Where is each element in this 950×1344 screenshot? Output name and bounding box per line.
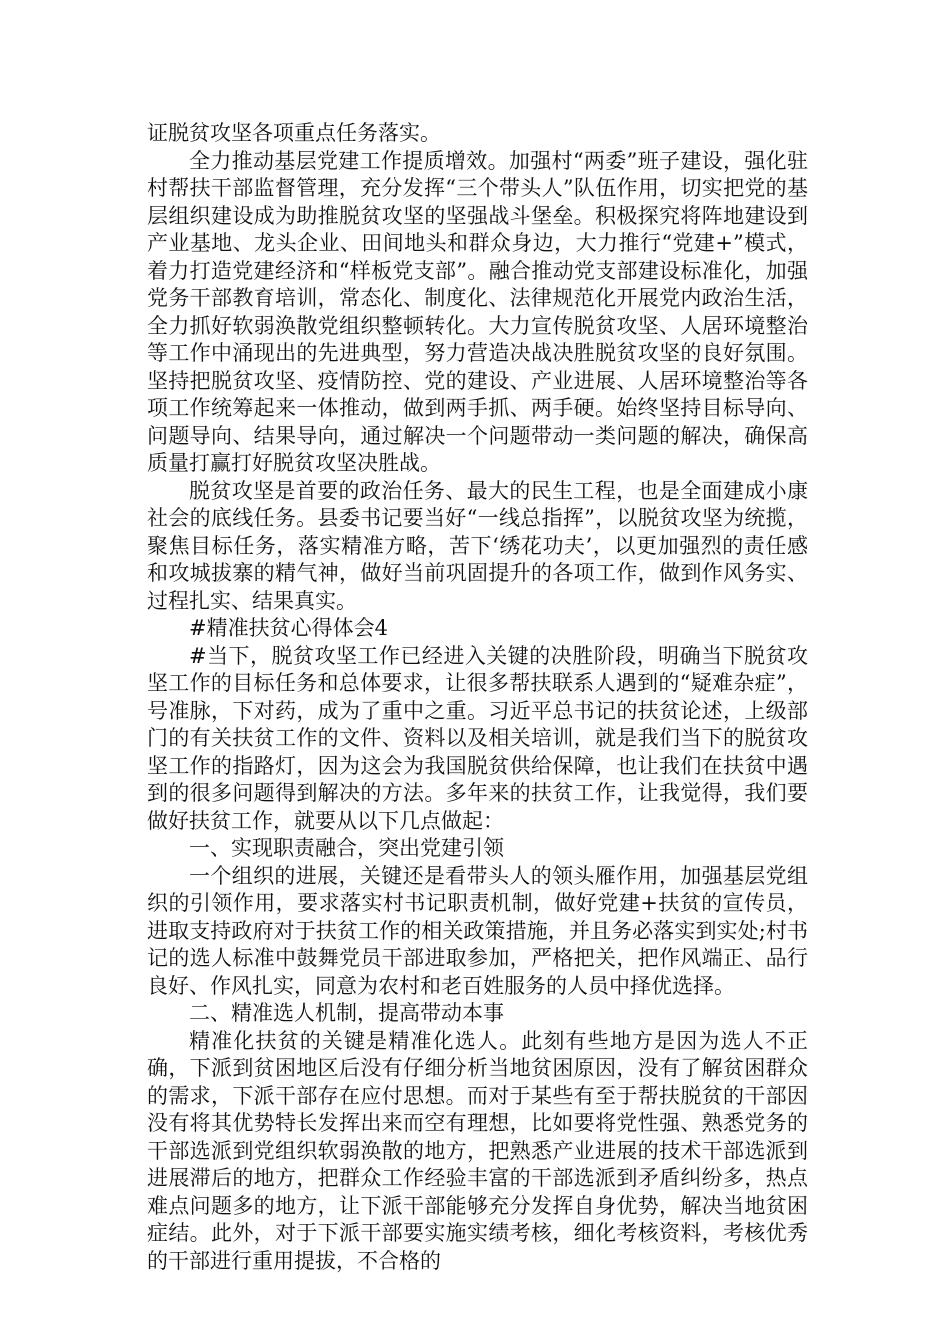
paragraph-intro: #当下，脱贫攻坚工作已经进入关键的决胜阶段，明确当下脱贫攻坚工作的目标任务和总体要求，让很多帮扶联系人遇到的“疑难杂症”，号准脉，下对药，成为了重中之重。习近平总书记的扶贫论述，上级部门的有关扶贫工作的文件、资料以及相关培训，就是我们当下的脱贫攻坚工作的指路灯，因为这会为我国脱贫供给保障，也让我们在扶贫中遇到的很多问题得到解决的方法。多年来的扶贫工作，让我觉得，我们要做好扶贫工作，就要从以下几点做起： bbox=[147, 643, 808, 833]
section-title: #精准扶贫心得体会4 bbox=[189, 616, 388, 640]
paragraph-selection: 精准化扶贫的关键是精准化选人。此刻有些地方是因为选人不正确，下派到贫困地区后没有仔细分析当地贫困原因，没有了解贫困群众的需求，下派干部存在应付思想。而对于某些有至于帮扶脱贫的干部因没有将其优势特长发挥出来而空有理想，比如要将党性强、熟悉党务的干部选派到党组织软弱涣散的地方，把熟悉产业进展的技术干部选派到进展滞后的地方，把群众工作经验丰富的干部选派到矛盾纠纷多，热点难点问题多的地方，让下派干部能够充分发挥自身优势，解决当地贫困症结。此外，对于下派干部要实施实绩考核，细化考核资料，考核优秀的干部进行重用提拔，不合格的 bbox=[147, 1028, 808, 1273]
paragraph-poverty-task: 脱贫攻坚是首要的政治任务、最大的民生工程，也是全面建成小康社会的底线任务。县委书记要当好“一线总指挥”，以脱贫攻坚为统揽，聚焦目标任务，落实精准方略，苦下‘绣花功夫’，以更加强烈的责任感和攻城拔寨的精气神，做好当前巩固提升的各项工作，做到作风务实、过程扎实、结果真实。 bbox=[147, 478, 808, 613]
document-body bbox=[147, 120, 808, 1275]
paragraph-continuation: 证脱贫攻坚各项重点任务落实。 bbox=[147, 121, 441, 145]
paragraph-leadership: 一个组织的进展，关键还是看带头人的领头雁作用，加强基层党组织的引领作用，要求落实村书记职责机制，做好党建+扶贫的宣传员，进取支持政府对于扶贫工作的相关政策措施，并且务必落实到实处;村书记的选人标准中鼓舞党员干部进取参加，严格把关，把作风端正、品行良好、作风扎实，同意为农村和老百姓服务的人员中择优选择。 bbox=[147, 863, 808, 998]
heading-two: 二、精准选人机制，提高带动本事 bbox=[189, 1001, 504, 1025]
paragraph-party-building: 全力推动基层党建工作提质增效。加强村“两委”班子建设，强化驻村帮扶干部监督管理，充分发挥“三个带头人”队伍作用，切实把党的基层组织建设成为助推脱贫攻坚的坚强战斗堡垒。积极探究将阵地建设到产业基地、龙头企业、田间地头和群众身边，大力推行“党建+”模式，着力打造党建经济和“样板党支部”。融合推动党支部建设标准化，加强党务干部教育培训，常态化、制度化、法律规范化开展党内政治生活，全力抓好软弱涣散党组织整顿转化。大力宣传脱贫攻坚、人居环境整治等工作中涌现出的先进典型，努力营造决战决胜脱贫攻坚的良好氛围。坚持把脱贫攻坚、疫情防控、党的建设、产业进展、人居环境整治等各项工作统筹起来一体推动，做到两手抓、两手硬。始终坚持目标导向、问题导向、结果导向，通过解决一个问题带动一类问题的解决，确保高质量打赢打好脱贫攻坚决胜战。 bbox=[147, 148, 808, 475]
heading-one: 一、实现职责融合，突出党建引领 bbox=[189, 836, 504, 860]
